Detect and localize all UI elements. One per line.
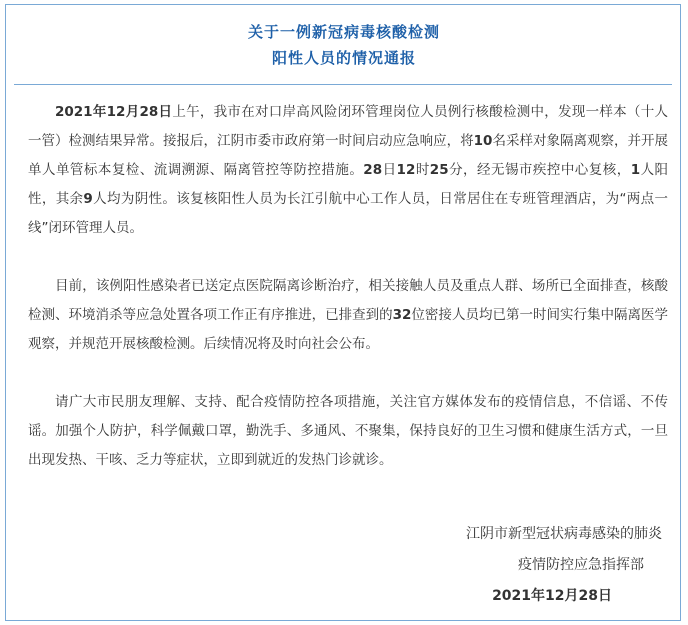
paragraph-measures — [28, 272, 668, 359]
emphasis-text: 1 — [630, 162, 641, 178]
body-text: 日 — [382, 162, 397, 178]
body-text: 分，经无锡市疾控中心复核， — [448, 162, 631, 178]
emphasis-text: 28 — [363, 162, 383, 178]
emphasis-text: 10 — [473, 133, 493, 149]
emphasis-text: 25 — [429, 162, 449, 178]
body-text: 时 — [415, 162, 430, 178]
body-text: 上午，我市在对口岸高风险闭环管理岗位人员例行核酸检测中，发现一样本（十人一管）检测结果异常。接报后，江阴市委市政府第一时间启动应急响应，将 — [28, 104, 668, 149]
body-text: 人阳性，其余 — [28, 162, 669, 207]
body-text: 人均为阴性。该复核阳性人员为长江引航中心工作人员，日常居住在专班管理酒店，为“两点一线”闭环管理人员。 — [28, 191, 668, 236]
body-text: 请广大市民朋友理解、支持、配合疫情防控各项措施，关注官方媒体发布的疫情信息，不信谣、不传谣。加强个人防护，科学佩戴口罩，勤洗手、多通风、不聚集，保持良好的卫生习惯和健康生活方式，一旦出现发热、干咳、乏力等症状，立即到就近的发热门诊就诊。 — [28, 394, 668, 468]
emphasis-text: 9 — [83, 191, 93, 207]
body-text: 名采样对象隔离观察，并开展单人单管标本复检、流调溯源、隔离管控等防控措施。 — [28, 133, 669, 178]
body-text: 位密接人员均已第一时间实行集中隔离医学观察，并规范开展核酸检测。后续情况将及时向社会公布。 — [28, 307, 669, 352]
signature-org-line2: 疫情防控应急指挥部 — [518, 557, 644, 573]
notice-body — [28, 98, 668, 475]
signature-date: 2021年12月28日 — [492, 588, 612, 604]
signature-org-line1: 江阴市新型冠状病毒感染的肺炎 — [466, 526, 662, 542]
paragraph-appeal — [28, 388, 668, 475]
emphasis-text: 32 — [392, 307, 412, 323]
body-text: 目前，该例阳性感染者已送定点医院隔离诊断治疗，相关接触人员及重点人群、场所已全面排查，核酸检测、环境消杀等应急处置各项工作正有序推进，已排查到的 — [28, 278, 668, 323]
emphasis-text: 2021年12月28日 — [55, 104, 173, 120]
paragraph-incident — [28, 98, 668, 243]
title-line-2: 阳性人员的情况通报 — [271, 49, 416, 67]
title-line-1: 关于一例新冠病毒核酸检测 — [247, 23, 440, 41]
notice-frame — [5, 4, 681, 621]
emphasis-text: 12 — [396, 162, 416, 178]
notice-title — [6, 19, 682, 71]
signature-block — [466, 519, 662, 612]
title-divider — [14, 84, 672, 85]
